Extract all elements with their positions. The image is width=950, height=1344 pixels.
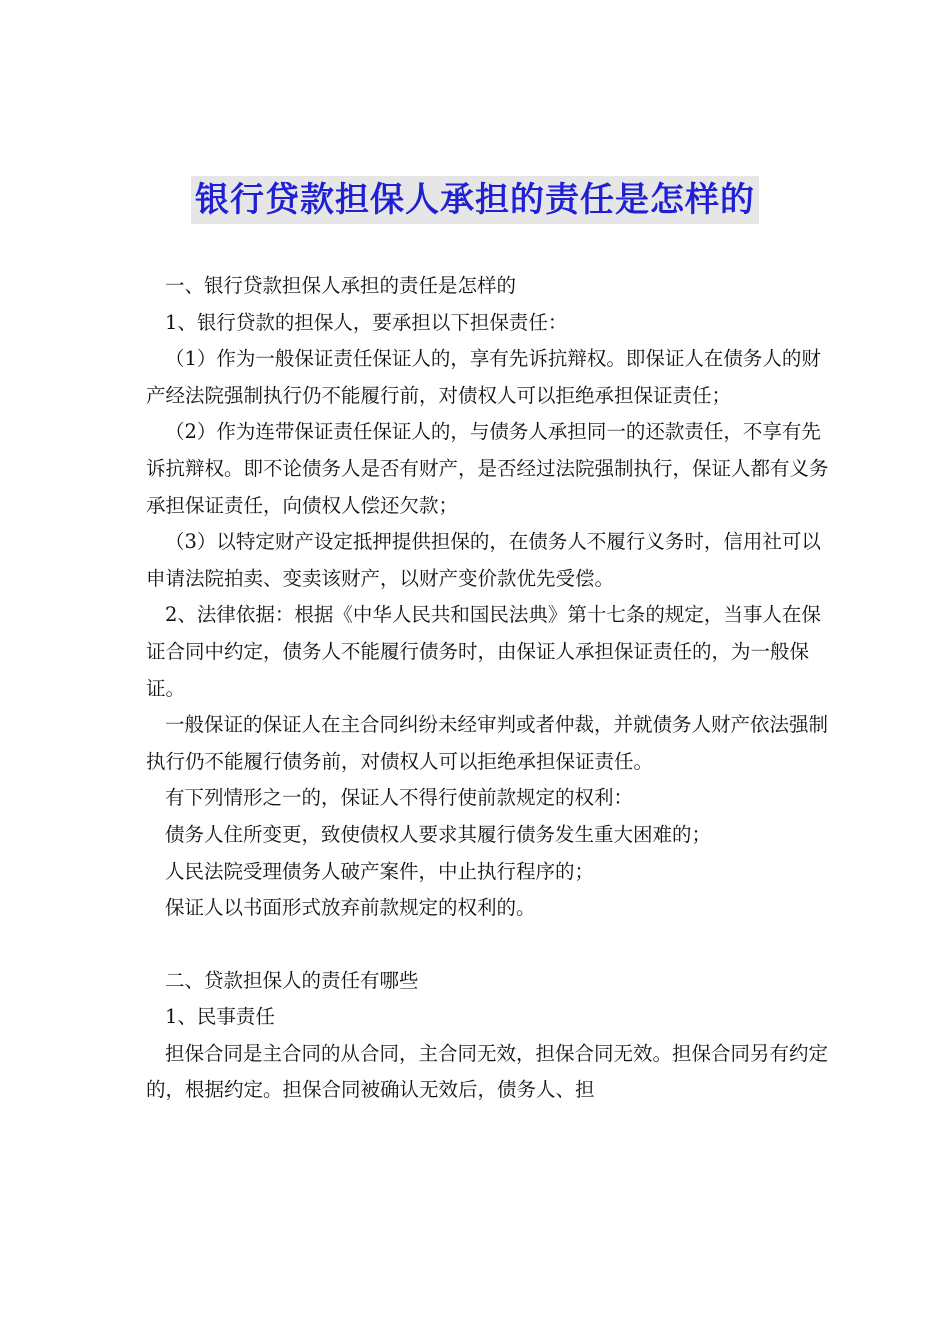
paragraph-item-1: （1）作为一般保证责任保证人的，享有先诉抗辩权。即保证人在债务人的财产经法院强制执行仍不能履行前，对债权人可以拒绝承担保证责任； <box>146 347 821 407</box>
section-heading-1: 一、银行贷款担保人承担的责任是怎样的 <box>165 274 517 297</box>
exceptions-intro: 有下列情形之一的，保证人不得行使前款规定的权利： <box>165 786 634 810</box>
sub-heading-1-1: 1、银行贷款的担保人，要承担以下担保责任： <box>165 310 568 334</box>
paragraph-item-2: （2）作为连带保证责任保证人的，与债务人承担同一的还款责任，不享有先诉抗辩权。即不论债务人是否有财产，是否经过法院强制执行，保证人都有义务承担保证责任，向债权人偿还欠款； <box>146 420 829 517</box>
general-guarantee-paragraph: 一般保证的保证人在主合同纠纷未经审判或者仲裁，并就债务人财产依法强制执行仍不能履行债务前，对债权人可以拒绝承担保证责任。 <box>146 713 829 773</box>
paragraph-item-3: （3）以特定财产设定抵押提供担保的，在债务人不履行义务时，信用社可以申请法院拍卖、变卖该财产，以财产变价款优先受偿。 <box>146 530 821 590</box>
document-body <box>146 268 836 1109</box>
section-heading-2: 二、贷款担保人的责任有哪些 <box>165 968 419 992</box>
exception-item-3: 保证人以书面形式放弃前款规定的权利的。 <box>165 896 536 920</box>
civil-liability-paragraph: 担保合同是主合同的从合同，主合同无效，担保合同无效。担保合同另有约定的，根据约定。担保合同被确认无效后，债务人、担 <box>146 1041 829 1102</box>
title-wrapper <box>0 176 950 224</box>
exception-item-1: 债务人住所变更，致使债权人要求其履行债务发生重大困难的； <box>165 822 712 846</box>
sub-heading-2-1: 1、民事责任 <box>165 1005 275 1029</box>
document-title: 银行贷款担保人承担的责任是怎样的 <box>191 176 759 224</box>
legal-basis-paragraph: 2、法律依据：根据《中华人民共和国民法典》第十七条的规定，当事人在保证合同中约定，债务人不能履行债务时，由保证人承担保证责任的，为一般保证。 <box>146 603 821 700</box>
exception-item-2: 人民法院受理债务人破产案件，中止执行程序的； <box>165 859 595 883</box>
